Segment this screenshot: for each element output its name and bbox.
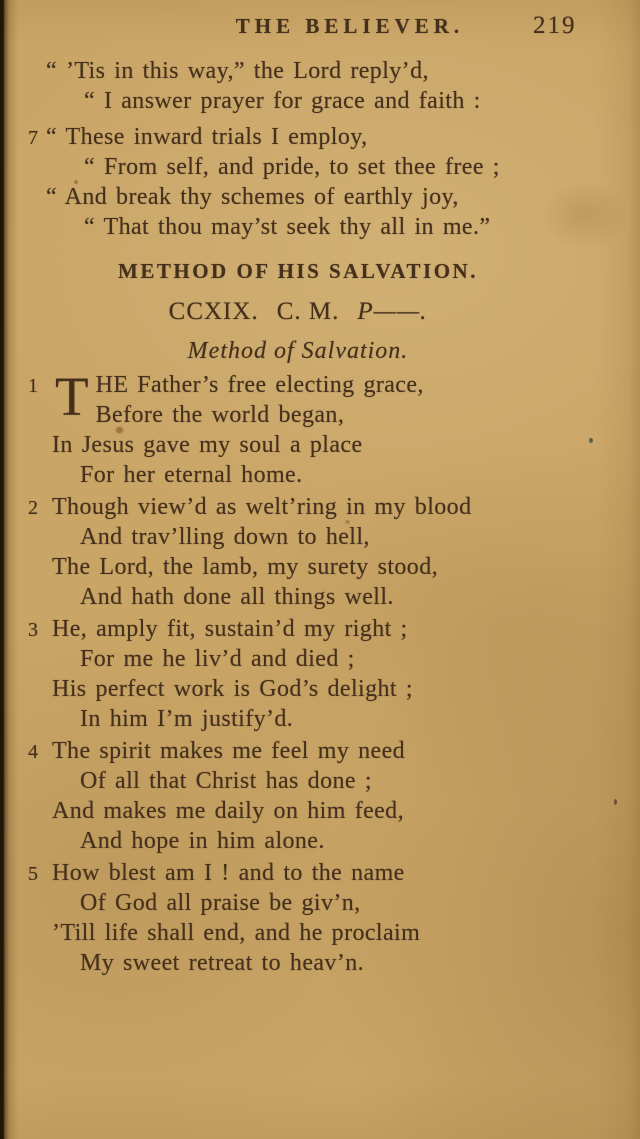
verse-line: How blest am I ! and to the name xyxy=(52,860,405,886)
verse-line: His perfect work is God’s delight ; xyxy=(52,676,413,702)
verse-line: Though view’d as welt’ring in my blood xyxy=(52,494,472,520)
verse-line: For me he liv’d and died ; xyxy=(80,646,355,672)
verse-line: Before the world began, xyxy=(95,402,345,428)
stanza-3 xyxy=(28,614,640,734)
verse-number: 4 xyxy=(28,741,38,763)
stanza-5 xyxy=(28,858,640,978)
verse-number: 5 xyxy=(28,863,38,885)
verse-line: The spirit makes me feel my need xyxy=(52,738,406,764)
verse-line: And trav’lling down to hell, xyxy=(80,524,370,550)
hymn-number-line xyxy=(52,296,544,328)
verse-line: He, amply fit, sustain’d my right ; xyxy=(52,616,408,642)
verse-line: My sweet retreat to heav’n. xyxy=(80,950,365,976)
stanza-7 xyxy=(28,122,640,242)
stanza-4 xyxy=(28,736,640,856)
verse-line: For her eternal home. xyxy=(80,462,303,488)
stanza-1 xyxy=(28,366,640,490)
stanza-2 xyxy=(28,492,640,612)
hymn-meter: C. M. xyxy=(276,298,340,325)
dropcap-letter: T xyxy=(55,366,89,427)
verse-line: ’Till life shall end, and he proclaim xyxy=(52,920,421,946)
stanza-continuation xyxy=(46,56,640,116)
verse-number: 1 xyxy=(28,375,38,397)
hymn-author: P——. xyxy=(357,298,428,325)
verse-number: 2 xyxy=(28,497,38,519)
verse-number: 3 xyxy=(28,619,38,641)
verse-line: “ From self, and pride, to set thee free ; xyxy=(84,154,500,180)
verse-line: And hope in him alone. xyxy=(80,828,325,854)
verse-line: HE Father’s free electing grace, xyxy=(95,372,424,398)
verse-line: And hath done all things well. xyxy=(80,584,394,610)
verse-line: Of God all praise be giv’n, xyxy=(80,890,361,916)
hymn-number: CCXIX. xyxy=(168,298,259,325)
verse-number: 7 xyxy=(28,127,38,149)
verse-line: Of all that Christ has done ; xyxy=(80,768,372,794)
running-title: THE BELIEVER. xyxy=(235,14,465,38)
verse-line: “ These inward trials I employ, xyxy=(46,124,368,150)
verse-line: “ And break thy schemes of earthly joy, xyxy=(46,184,459,210)
page-number: 219 xyxy=(533,12,577,39)
verse-line: “ That thou may’st seek thy all in me.” xyxy=(84,214,491,240)
verse-line: “ I answer prayer for grace and faith : xyxy=(84,88,481,114)
verse-line: And makes me daily on him feed, xyxy=(52,798,404,824)
hymn-title: Method of Salvation. xyxy=(187,338,409,364)
verse-line: In him I’m justify’d. xyxy=(80,706,294,732)
verse-line: In Jesus gave my soul a place xyxy=(52,432,363,458)
verse-line: The Lord, the lamb, my surety stood, xyxy=(52,554,439,580)
verse-line: “ ’Tis in this way,” the Lord reply’d, xyxy=(46,58,429,84)
page-header xyxy=(52,14,640,48)
section-heading: METHOD OF HIS SALVATION. xyxy=(118,259,478,283)
